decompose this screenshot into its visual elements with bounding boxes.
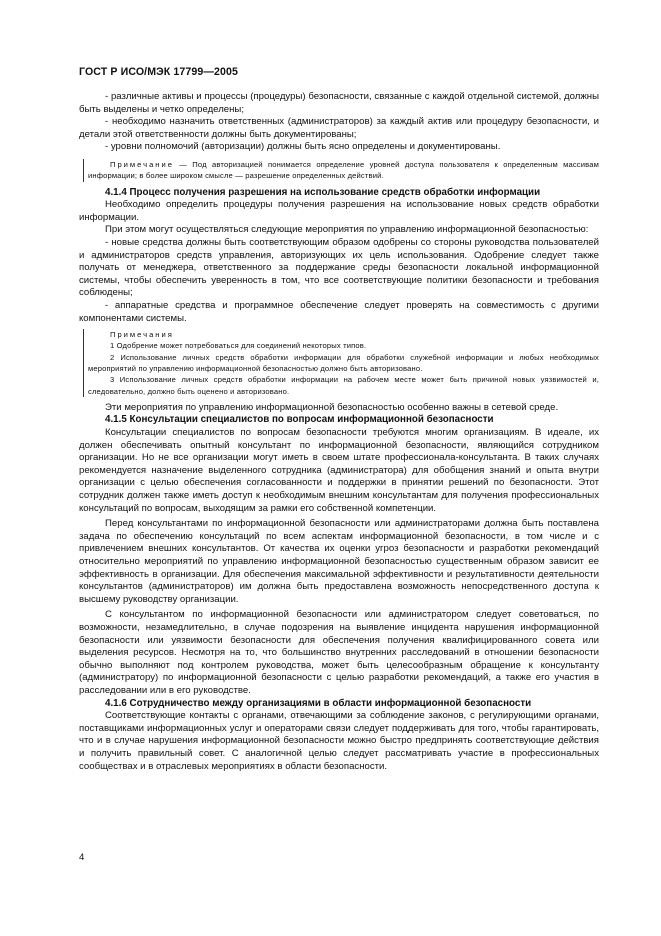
- section-4-1-5-p2: Перед консультантами по информационной безопасности или администраторами должна быть поставлена задача по обеспечению консультаций по всем аспектам информационной безопасности, в том числе и с привлечением внешних консультантов. От качества их оценки угроз безопасности и разработки рекомендаций относительно мероприятий по управлению информационной безопасностью существенным образом зависит ее эффективность в организации. Для обеспечения максимальной эффективности и результативности деятельности консультантов (администраторов) им должна быть предоставлена возможность непосредственного доступа к высшему руководству организации.: [79, 518, 599, 605]
- section-4-1-5-heading: 4.1.5 Консультации специалистов по вопросам информационной безопасности: [105, 414, 494, 426]
- note-text: — Под авторизацией понимается определение уровней доступа пользователя к определенным массивам информации; в более широком смысле — разрешение определенных действий.: [88, 159, 599, 181]
- section-4-1-5-p1: Консультации специалистов по вопросам безопасности требуются многим организациям. В идеале, их должен обеспечивать опытный консультант по информационной безопасности, являющийся сотрудником организации. Но не все организации могут иметь в своем штате профессионала-консультанта. В таких случаях рекомендуется назначение выделенного сотрудника (администратора) для обобщения знаний и опыта внутри организации с целью обеспечения согласованности и поддержки в принятии решений по безопасности. Этот сотрудник должен также иметь доступ к необходимым внешним консультантам для получения профессиональных консультаций по вопросам, выходящим за рамки его собственной компетенции.: [79, 427, 599, 514]
- note-item-1: 1 Одобрение может потребоваться для соединений некоторых типов.: [110, 341, 367, 351]
- bullet-assets: - различные активы и процессы (процедуры) безопасности, связанные с каждой отдельной системой, должны быть выделены и четко определены;: [79, 91, 599, 115]
- section-4-1-4-p1: Необходимо определить процедуры получения разрешения на использование новых средств обработки информации.: [79, 199, 599, 223]
- notes-list: [83, 329, 599, 397]
- note-label: Примечание: [110, 159, 174, 169]
- page-content: [79, 91, 599, 773]
- bullet-responsible: - необходимо назначить ответственных (администраторов) за каждый актив или процедуру безопасности, и детали этой ответственности должны быть документированы;: [79, 116, 599, 140]
- section-4-1-4-heading: 4.1.4 Процесс получения разрешения на использование средств обработки информации: [105, 186, 541, 198]
- section-4-1-5-p3: С консультантом по информационной безопасности или администратором следует советоваться, по возможности, незамедлительно, в случае подозрения на выявление инцидента нарушения информационной безопасности или уязвимости безопасности для обеспечения получения квалифицированного совета или выделения ресурсов. Несмотря на то, что большинство внутренних расследований в отношении безопасности обычно выполняют под контролем руководства, может быть целесообразным обращение к консультанту (администратору) по информационной безопасности с целью разработки рекомендаций, а также его участия в расследовании или в его руководстве.: [79, 609, 599, 696]
- notes-label: Примечания: [110, 330, 174, 340]
- page-header: ГОСТ Р ИСО/МЭК 17799—2005: [79, 66, 238, 78]
- section-4-1-4-p4: - аппаратные средства и программное обеспечение следует проверять на совместимость с другими компонентами системы.: [79, 299, 599, 324]
- section-4-1-4-p2: При этом могут осуществляться следующие мероприятия по управлению информационной безопасностью:: [105, 224, 589, 236]
- bullet-authorization-levels: - уровни полномочий (авторизации) должны быть ясно определены и документированы.: [105, 141, 501, 153]
- note-item-3: 3 Использование личных средств обработки информации на рабочем месте может быть причиной новых уязвимостей и, следовательно, должно быть оценено и авторизовано.: [88, 375, 599, 396]
- section-4-1-6-p1: Соответствующие контакты с органами, отвечающими за соблюдение законов, с регулирующими органами, поставщиками информационных услуг и операторами связи следует поддерживать для того, чтобы гарантировать, что и в случае нарушения информационной безопасности можно быстро предпринять соответствующие действия и получить правильный совет. С аналогичной целью следует рассматривать участие в профессиональных сообществах и в отраслевых мероприятиях в области безопасности.: [79, 710, 599, 772]
- section-4-1-4-p3: - новые средства должны быть соответствующим образом одобрены со стороны руководства пользователей и администраторов средств управления, авторизующих их цель использования. Одобрение следует также получать от менеджера, ответственного за поддержание среды безопасности локальной информационной системы, чтобы обеспечить уверенность в том, что все соответствующие политики безопасности и требования соблюдены;: [79, 236, 599, 299]
- note-authorization: [83, 159, 599, 182]
- after-notes-text: Эти мероприятия по управлению информационной безопасностью особенно важны в сетевой среде.: [105, 401, 559, 413]
- note-item-2: 2 Использование личных средств обработки информации для обработки служебной информации и любых необходимых мероприятий по управлению информационной безопасностью должно быть авторизовано.: [88, 352, 599, 373]
- page-number: 4: [79, 852, 85, 863]
- section-4-1-6-heading: 4.1.6 Сотрудничество между организациями в области информационной безопасности: [105, 697, 532, 709]
